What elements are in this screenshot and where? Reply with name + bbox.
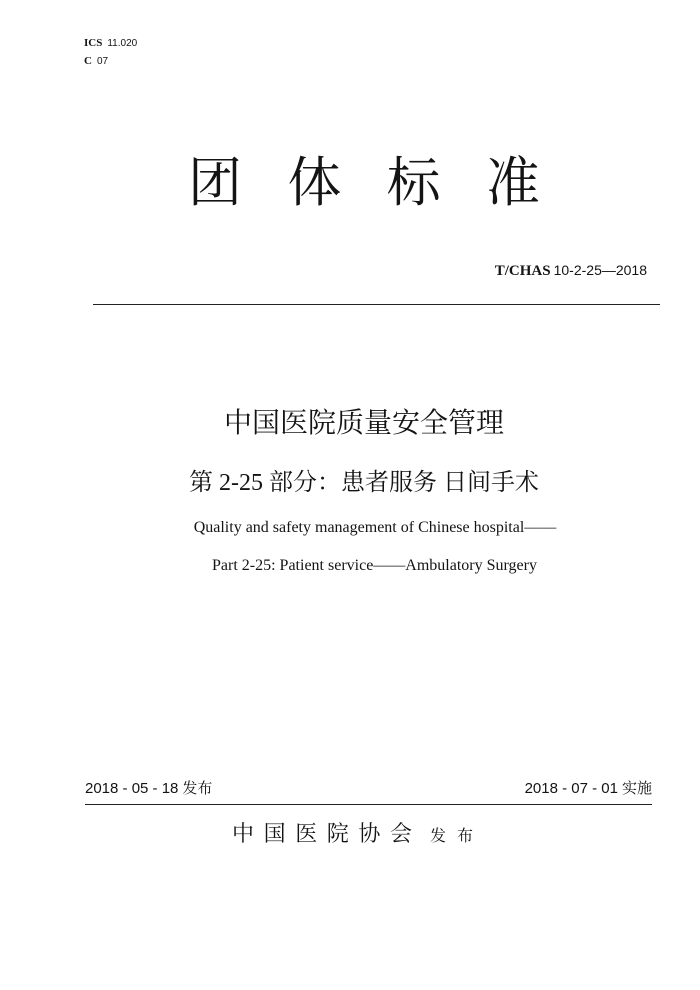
standard-code — [495, 261, 647, 280]
ics-code — [84, 36, 137, 51]
implement-date: 2018 - 07 - 01 — [524, 780, 618, 797]
ics-value: 11.020 — [107, 38, 138, 49]
publish-date-line — [85, 780, 212, 798]
title-english-line2: Part 2-25: Patient service——Ambulatory Surgery — [212, 557, 537, 574]
publisher-action: 发 布 — [430, 826, 473, 845]
standard-code-number: 10-2-25—2018 — [553, 262, 647, 278]
implement-label: 实施 — [621, 780, 652, 797]
implement-date-line — [525, 780, 652, 798]
publish-date: 2018 - 05 - 18 — [85, 780, 179, 797]
publisher-name: 中国医院协会 — [232, 822, 412, 847]
ccs-value: 07 — [96, 56, 109, 67]
header-divider — [93, 304, 660, 305]
standard-code-prefix: T/CHAS — [494, 263, 551, 279]
document-type-heading: 团 体 标 准 — [188, 151, 540, 214]
ccs-label: C — [84, 55, 92, 67]
ccs-code — [84, 54, 108, 69]
footer-divider — [85, 804, 652, 805]
publish-label: 发布 — [182, 780, 213, 797]
title-chinese: 中国医院质量安全管理 — [223, 407, 504, 438]
title-english-line1: Quality and safety management of Chinese hospital—— — [193, 519, 557, 536]
subtitle-chinese: 第 2-25 部分：患者服务 日间手术 — [189, 470, 539, 496]
ics-label: ICS — [84, 37, 103, 49]
